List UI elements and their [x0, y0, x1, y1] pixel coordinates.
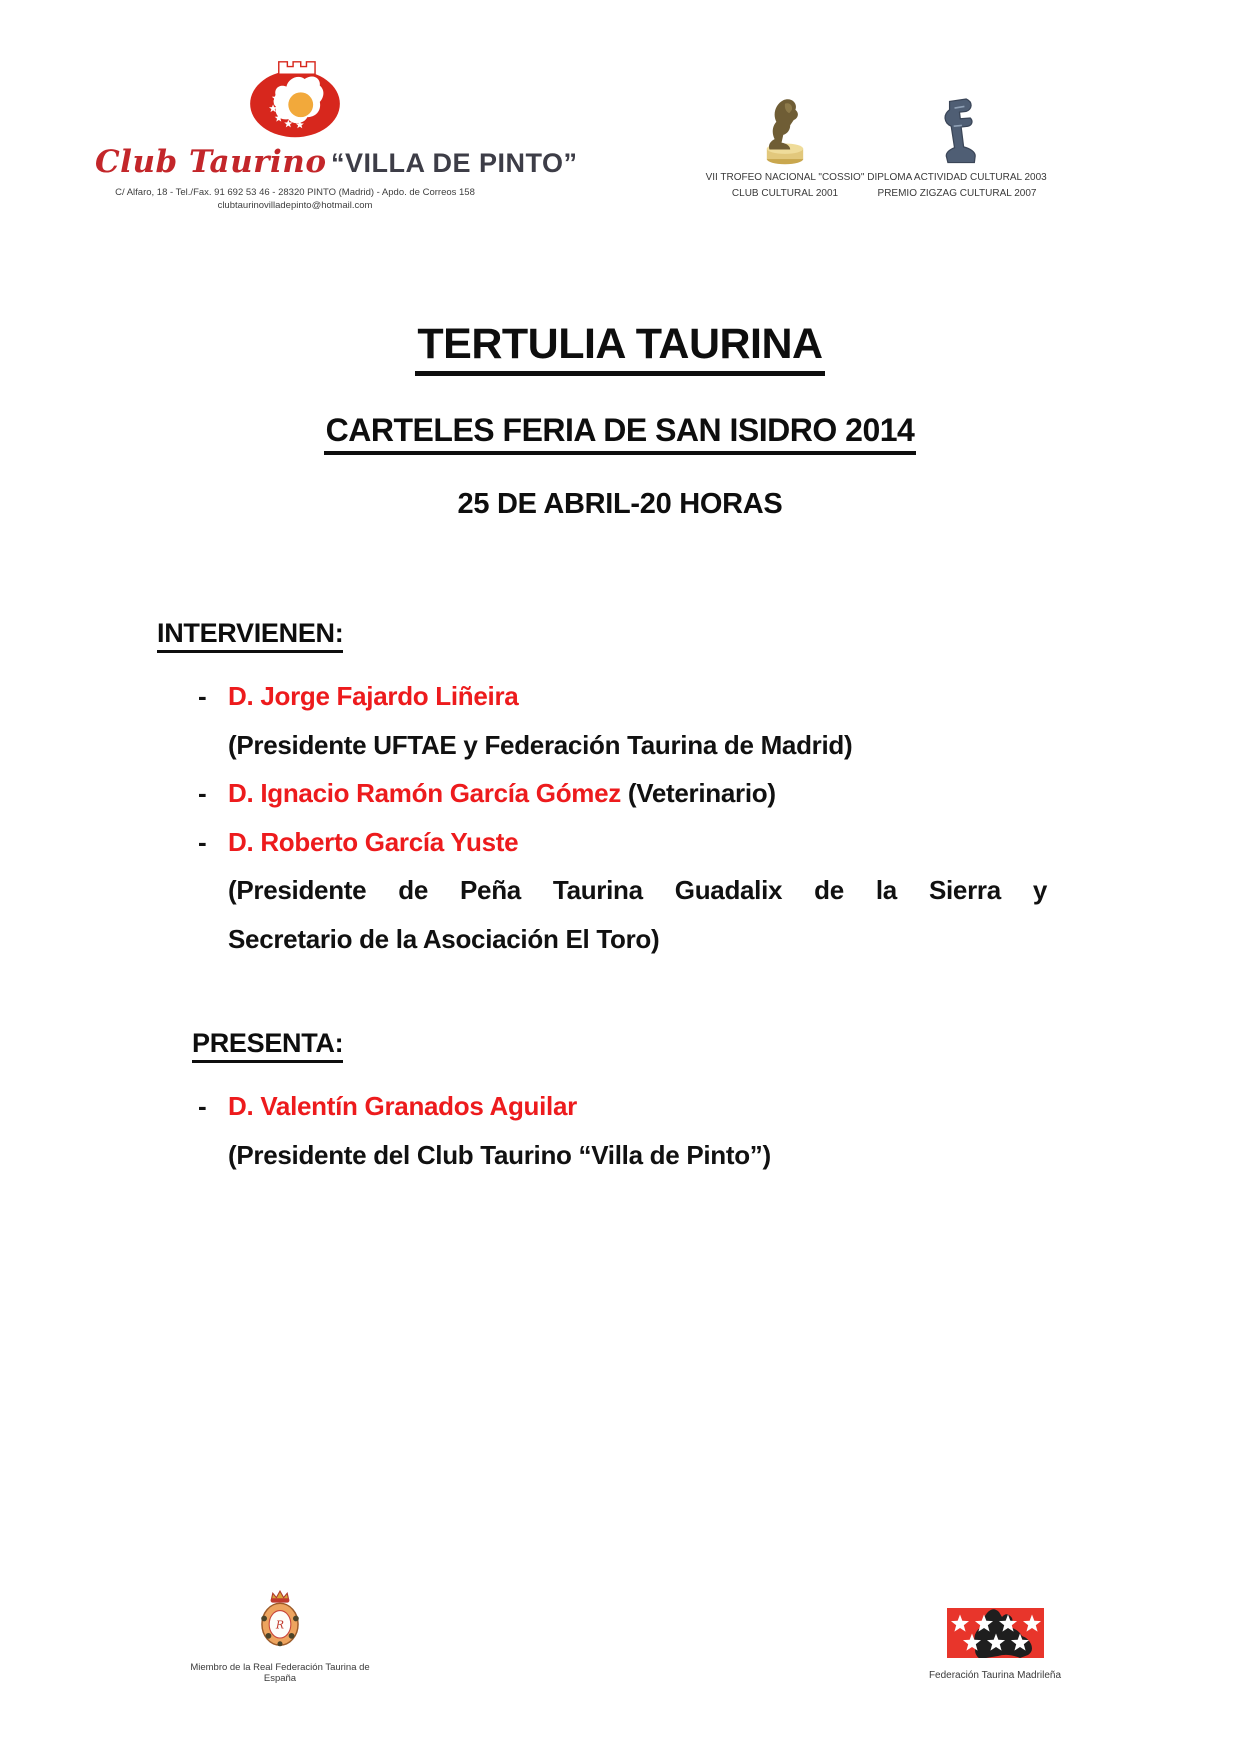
footer-federation-madrid: [895, 1608, 1095, 1681]
page-subtitle: CARTELES FERIA DE SAN ISIDRO 2014: [0, 412, 1240, 449]
footer-federation-spain: [175, 1588, 385, 1684]
speaker-role-inline: (Veterinario): [627, 778, 776, 808]
list-item: [196, 818, 1066, 867]
speaker-name: D. Jorge Fajardo Liñeira: [228, 681, 519, 711]
page-title: TERTULIA TAURINA: [0, 320, 1240, 369]
list-item: [196, 769, 1066, 818]
list-item: [196, 672, 1066, 721]
speaker-name: D. Roberto García Yuste: [228, 826, 519, 857]
club-name: [95, 144, 578, 180]
award-caption-line: DIPLOMA ACTIVIDAD CULTURAL 2003: [867, 172, 1047, 183]
footer-caption-right: Federación Taurina Madrileña: [928, 1670, 1062, 1681]
club-name-script: Club Taurino: [95, 144, 327, 180]
svg-text:R: R: [275, 1618, 285, 1632]
speaker-role: (Presidente del Club Taurino “Villa de Pinto”): [228, 1139, 771, 1170]
speaker-role: (Presidente de Peña Taurina Guadalix de la Sierra y: [228, 875, 1047, 905]
speaker-role: Secretario de la Asociación El Toro): [228, 923, 660, 954]
section-heading-intervienen: INTERVIENEN:: [157, 618, 343, 649]
award-zigzag: [852, 84, 1062, 201]
bullet-dash: -: [198, 778, 207, 808]
section-heading-presenta: PRESENTA:: [192, 1028, 343, 1059]
club-name-quoted: “VILLA DE PINTO”: [330, 148, 578, 178]
bullet-dash: -: [198, 681, 207, 711]
award-caption-line: PREMIO ZIGZAG CULTURAL 2007: [877, 187, 1037, 199]
footer-caption-left: Miembro de la Real Federación Taurina de España: [190, 1662, 370, 1684]
club-bull-emblem-icon: [95, 58, 495, 142]
bullet-dash: -: [198, 826, 207, 857]
zigzag-sculpture-icon: [852, 84, 1062, 166]
event-datetime: 25 DE ABRIL-20 HORAS: [457, 488, 783, 520]
royal-federation-crest-icon: [254, 1618, 306, 1653]
club-email: clubtaurinovilladepinto@hotmail.com: [217, 200, 373, 211]
club-address: C/ Alfaro, 18 - Tel./Fax. 91 692 53 46 - 28320 PINTO (Madrid) - Apdo. de Correos 158: [115, 187, 475, 198]
presenta-list: [196, 1082, 1066, 1179]
speaker-name: D. Valentín Granados Aguilar: [228, 1091, 577, 1121]
list-item: [196, 1082, 1066, 1131]
speaker-name: D. Ignacio Ramón García Gómez: [228, 778, 621, 808]
club-letterhead: [95, 58, 578, 211]
intervienen-list: [196, 672, 1066, 963]
speaker-role: (Presidente UFTAE y Federación Taurina de Madrid): [228, 729, 853, 760]
award-caption-line: VII TROFEO NACIONAL "COSSIO": [705, 172, 865, 183]
bullet-dash: -: [198, 1091, 207, 1121]
madrid-flag-bull-icon: [947, 1645, 1044, 1662]
award-caption-line: CLUB CULTURAL 2001: [731, 187, 839, 199]
